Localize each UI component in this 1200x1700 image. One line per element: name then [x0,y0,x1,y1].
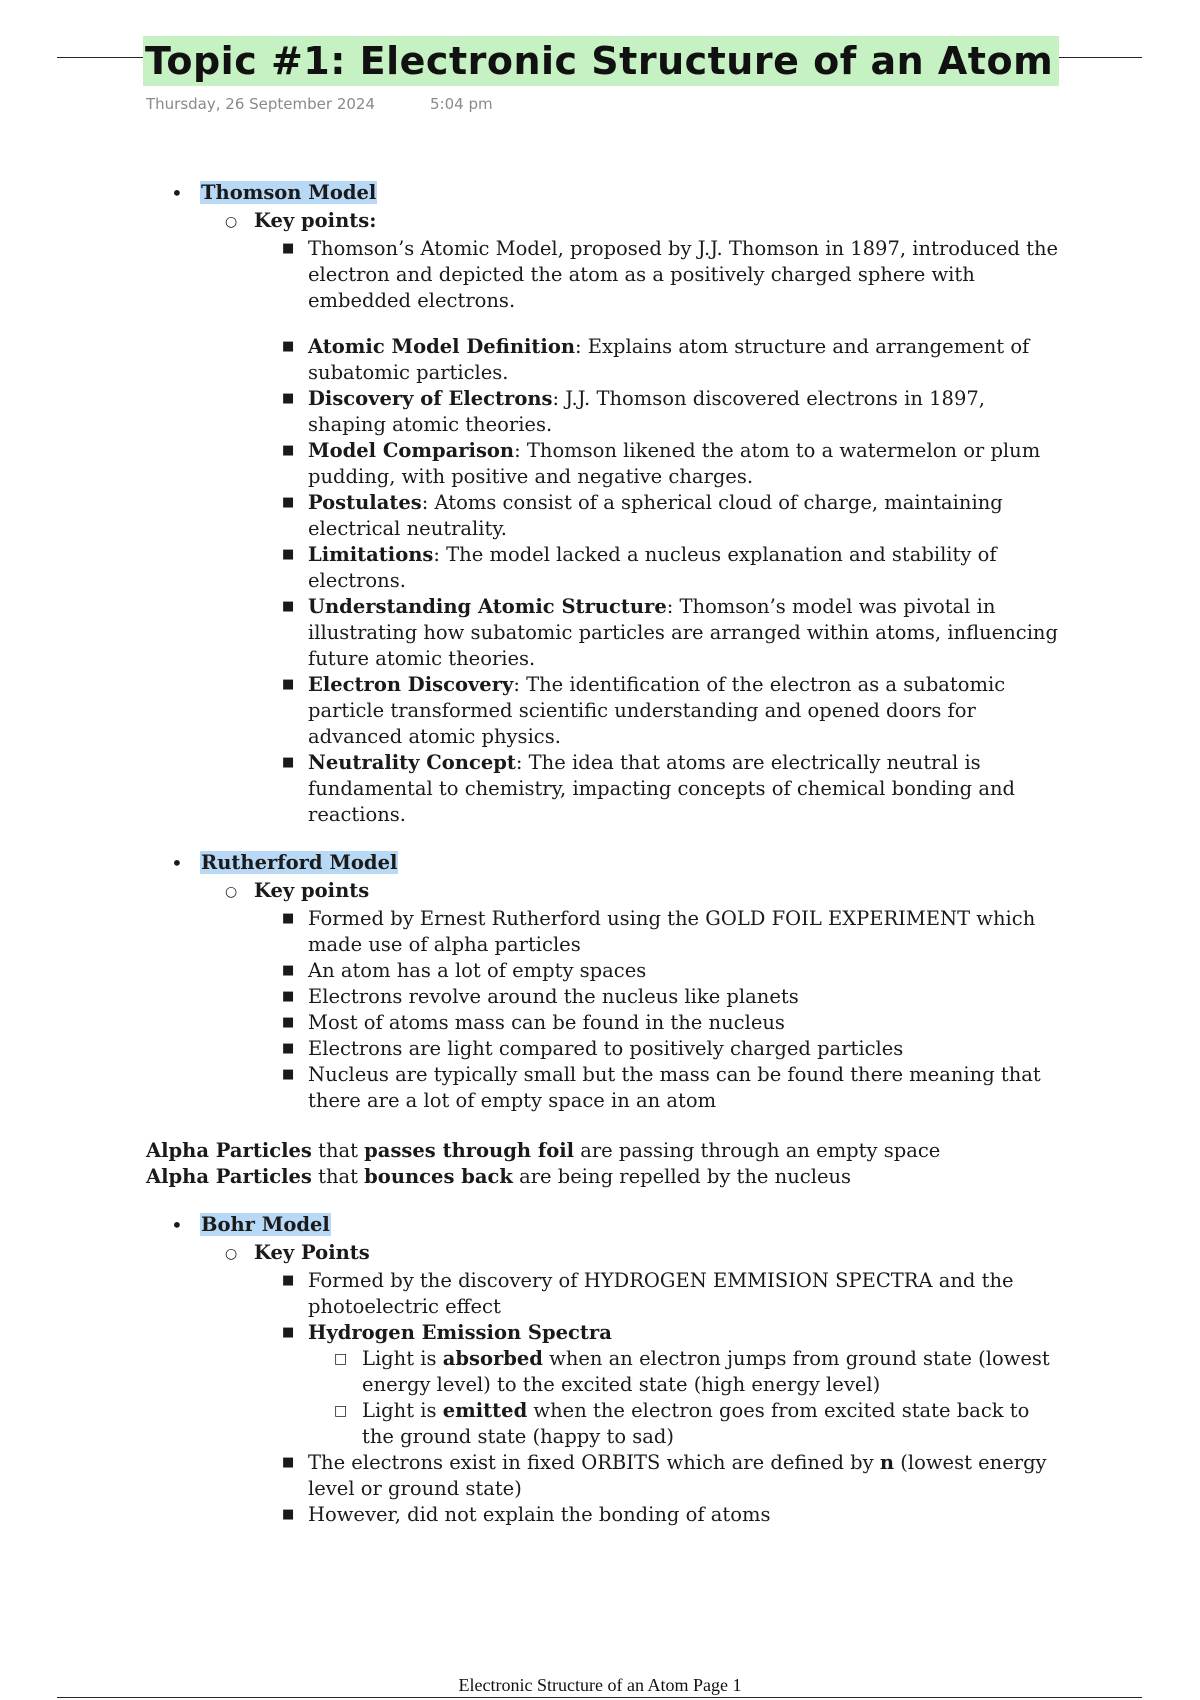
item-text: Thomson’s Atomic Model, proposed by J.J. Thomson in 1897, introduced the electron and depicted the atom as a positively charged sphere with embedded electrons. [308,237,1059,312]
item-bold: Atomic Model Definition [308,335,576,358]
list-item [0,958,1200,984]
square-bullet-icon: ■ [282,391,295,406]
subheading-text: Key Points [254,1241,370,1264]
plain-text: that [311,1165,365,1188]
heading-text: Bohr Model [201,1213,330,1236]
list-item [0,490,1200,542]
square-bullet-icon: ■ [282,241,295,256]
bullet-icon: • [171,181,183,205]
item-bold: Postulates [308,491,422,514]
square-bullet-icon: ■ [282,443,295,458]
subheading [0,208,1200,236]
circle-bullet-icon: ○ [225,884,238,900]
title-rule-left [57,57,143,58]
alpha-paragraph [0,1138,1200,1190]
section-bohr [0,1212,1200,1528]
item-text: : J.J. Thomson discovered electrons in 1897, shaping atomic theories. [308,387,985,436]
square-bullet-icon: ■ [282,911,295,926]
item-text: However, did not explain the bonding of atoms [308,1503,771,1526]
bold-text: emitted [442,1399,528,1422]
list-item [0,438,1200,490]
list-item [0,386,1200,438]
list-item [0,1502,1200,1528]
item-bold: Neutrality Concept [308,751,516,774]
bold-text: absorbed [442,1347,543,1370]
hollow-square-bullet-icon: □ [334,1351,348,1367]
item-text: Electrons are light compared to positively charged particles [308,1037,904,1060]
item-bold: Discovery of Electrons [308,387,553,410]
bold-text: passes through foil [364,1139,575,1162]
plain-text: are passing through an empty space [574,1139,941,1162]
square-bullet-icon: ■ [282,1273,295,1288]
item-bold: Model Comparison [308,439,515,462]
square-bullet-icon: ■ [282,1041,295,1056]
circle-bullet-icon: ○ [225,1246,238,1262]
square-bullet-icon: ■ [282,1507,295,1522]
subheading-text: Key points [254,879,370,902]
plain-text: Light is [362,1347,443,1370]
plain-text: that [311,1139,365,1162]
item-bold: Electron Discovery [308,673,514,696]
section-thomson [0,180,1200,828]
list-item [0,1036,1200,1062]
plain-text: Light is [362,1399,443,1422]
list-item [0,236,1200,314]
list-item [0,672,1200,750]
list-item [0,594,1200,672]
plain-text: are being repelled by the nucleus [512,1165,852,1188]
item-bold: Hydrogen Emission Spectra [308,1321,612,1344]
item-bold: Understanding Atomic Structure [308,595,667,618]
bold-text: n [879,1451,895,1474]
alpha-line-1 [146,1138,1200,1164]
subheading [0,1240,1200,1268]
list-item [0,750,1200,828]
section-heading [0,850,1200,878]
list-item [0,1320,1200,1346]
page-date: Thursday, 26 September 2024 [146,95,375,113]
item-text: Most of atoms mass can be found in the nucleus [308,1011,785,1034]
square-bullet-icon: ■ [282,339,295,354]
item-text: : The model lacked a nucleus explanation and stability of electrons. [308,543,997,592]
plain-text: (lowest energy level or ground state) [308,1451,1047,1500]
section-heading [0,1212,1200,1240]
plain-text: when the electron goes from excited state back to the ground state (happy to sad) [362,1399,1030,1448]
bullet-icon: • [171,1213,183,1237]
list-item [0,1010,1200,1036]
bullet-icon: • [171,851,183,875]
list-item [0,1062,1200,1114]
square-bullet-icon: ■ [282,677,295,692]
note-content [0,180,1200,1528]
item-text: : The identification of the electron as a subatomic particle transformed scientific understanding and opened doors for advanced atomic physics. [308,673,1006,748]
plain-text: The electrons exist in fixed ORBITS which are defined by [308,1451,880,1474]
item-text: : Atoms consist of a spherical cloud of charge, maintaining electrical neutrality. [308,491,1003,540]
heading-text: Thomson Model [201,181,377,204]
item-text: Electrons revolve around the nucleus like planets [308,985,799,1008]
circle-bullet-icon: ○ [225,214,238,230]
square-bullet-icon: ■ [282,599,295,614]
sub-list-item [0,1398,1200,1450]
heading-text: Rutherford Model [201,851,398,874]
item-text: : Thomson’s model was pivotal in illustrating how subatomic particles are arranged within atoms, influencing future atomic theories. [308,595,1058,670]
alpha-line-2 [146,1164,1200,1190]
list-item [0,984,1200,1010]
page-title: Topic #1: Electronic Structure of an Atom [143,36,1059,86]
square-bullet-icon: ■ [282,547,295,562]
square-bullet-icon: ■ [282,963,295,978]
page-time: 5:04 pm [430,95,493,113]
item-text: : Explains atom structure and arrangement of subatomic particles. [308,335,1030,384]
square-bullet-icon: ■ [282,1015,295,1030]
item-text: Formed by Ernest Rutherford using the GOLD FOIL EXPERIMENT which made use of alpha particles [308,907,1036,956]
item-text: : The idea that atoms are electrically neutral is fundamental to chemistry, impacting concepts of chemical bonding and reactions. [308,751,1016,826]
section-rutherford [0,850,1200,1114]
square-bullet-icon: ■ [282,1455,295,1470]
item-text: Nucleus are typically small but the mass can be found there meaning that there are a lot of empty space in an atom [308,1063,1041,1112]
bold-text: Alpha Particles [146,1165,312,1188]
item-text: : Thomson likened the atom to a watermelon or plum pudding, with positive and negative charges. [308,439,1041,488]
hollow-square-bullet-icon: □ [334,1403,348,1419]
square-bullet-icon: ■ [282,755,295,770]
item-text: An atom has a lot of empty spaces [308,959,647,982]
square-bullet-icon: ■ [282,989,295,1004]
list-item [0,1268,1200,1320]
section-heading [0,180,1200,208]
square-bullet-icon: ■ [282,1067,295,1082]
square-bullet-icon: ■ [282,1325,295,1340]
plain-text: when an electron jumps from ground state (lowest energy level) to the excited state (high energy level) [362,1347,1050,1396]
item-bold: Limitations [308,543,434,566]
square-bullet-icon: ■ [282,495,295,510]
list-item [0,906,1200,958]
sub-list-item [0,1346,1200,1398]
list-item [0,542,1200,594]
bold-text: bounces back [364,1165,513,1188]
page-footer: Electronic Structure of an Atom Page 1 [458,1675,742,1695]
list-item [0,1450,1200,1502]
bold-text: Alpha Particles [146,1139,312,1162]
subheading-text: Key points: [254,209,377,232]
subheading [0,878,1200,906]
list-item [0,334,1200,386]
item-text: Formed by the discovery of HYDROGEN EMMISION SPECTRA and the photoelectric effect [308,1269,1014,1318]
footer-rule [57,1697,1142,1698]
